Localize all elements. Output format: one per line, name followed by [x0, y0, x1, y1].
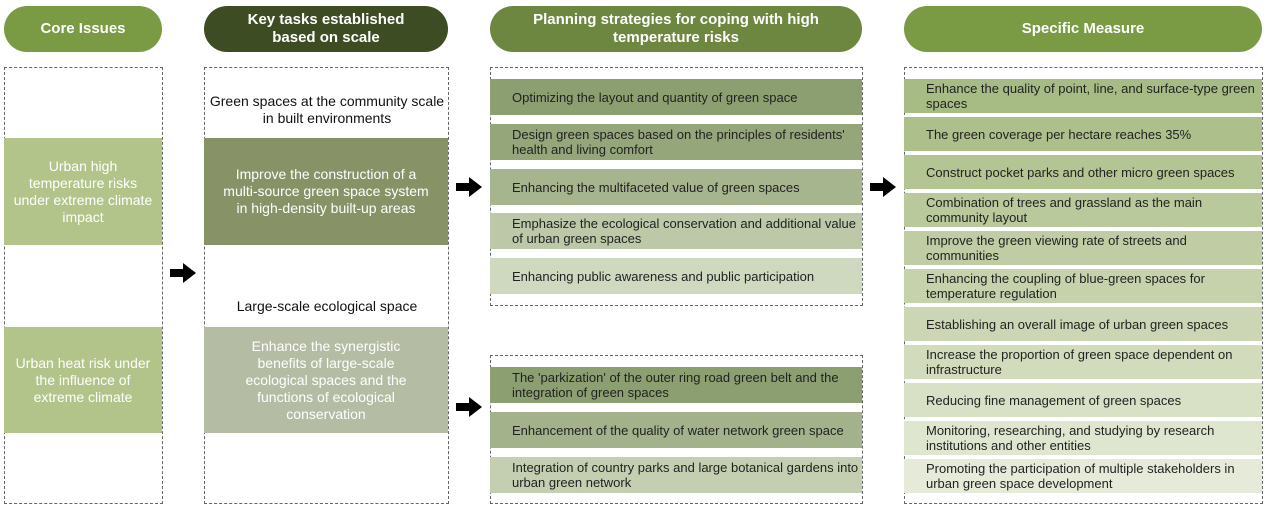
key-task-box: Enhance the synergistic benefits of large-scale ecological spaces and the functions of ecological conservation: [204, 327, 448, 433]
scale-label-large: Large-scale ecological space: [236, 298, 418, 314]
strategy-box: Enhancing the multifaceted value of green spaces: [490, 169, 862, 205]
strategy-box: Enhancing public awareness and public participation: [490, 258, 862, 294]
measure-box: The green coverage per hectare reaches 35%: [904, 117, 1262, 151]
strategy-box: The 'parkization' of the outer ring road green belt and the integration of green spaces: [490, 367, 862, 403]
measure-box: Increase the proportion of green space dependent on infrastructure: [904, 345, 1262, 379]
measure-box: Monitoring, researching, and studying by research institutions and other entities: [904, 421, 1262, 455]
header-specific-measure: Specific Measure: [904, 6, 1262, 52]
header-key-tasks: Key tasks established based on scale: [204, 6, 448, 52]
arrow-right-icon: [456, 397, 482, 417]
key-tasks-panel: [204, 67, 449, 504]
core-issue-box: Urban heat risk under the influence of extreme climate: [4, 327, 162, 433]
key-task-box: Improve the construction of a multi-source green space system in high-density built-up areas: [204, 138, 448, 245]
scale-label-community: Green spaces at the community scale in built environments: [209, 93, 445, 126]
measure-box: Enhancing the coupling of blue-green spaces for temperature regulation: [904, 269, 1262, 303]
measure-box: Combination of trees and grassland as the main community layout: [904, 193, 1262, 227]
header-core-issues: Core Issues: [4, 6, 162, 52]
measure-box: Enhance the quality of point, line, and surface-type green spaces: [904, 79, 1262, 113]
core-issues-panel: [4, 67, 163, 504]
arrow-right-icon: [170, 263, 196, 283]
measure-box: Construct pocket parks and other micro green spaces: [904, 155, 1262, 189]
strategy-box: Enhancement of the quality of water network green space: [490, 412, 862, 448]
arrow-right-icon: [870, 177, 896, 197]
measure-box: Promoting the participation of multiple stakeholders in urban green space development: [904, 459, 1262, 493]
measure-box: Establishing an overall image of urban green spaces: [904, 307, 1262, 341]
strategy-box: Design green spaces based on the principles of residents' health and living comfort: [490, 124, 862, 160]
core-issue-box: Urban high temperature risks under extreme climate impact: [4, 138, 162, 245]
measure-box: Improve the green viewing rate of streets and communities: [904, 231, 1262, 265]
strategy-box: Emphasize the ecological conservation and additional value of urban green spaces: [490, 213, 862, 249]
strategy-box: Integration of country parks and large botanical gardens into urban green network: [490, 457, 862, 493]
measure-box: Reducing fine management of green spaces: [904, 383, 1262, 417]
strategy-box: Optimizing the layout and quantity of green space: [490, 79, 862, 115]
arrow-right-icon: [456, 177, 482, 197]
header-strategies: Planning strategies for coping with high temperature risks: [490, 6, 862, 52]
